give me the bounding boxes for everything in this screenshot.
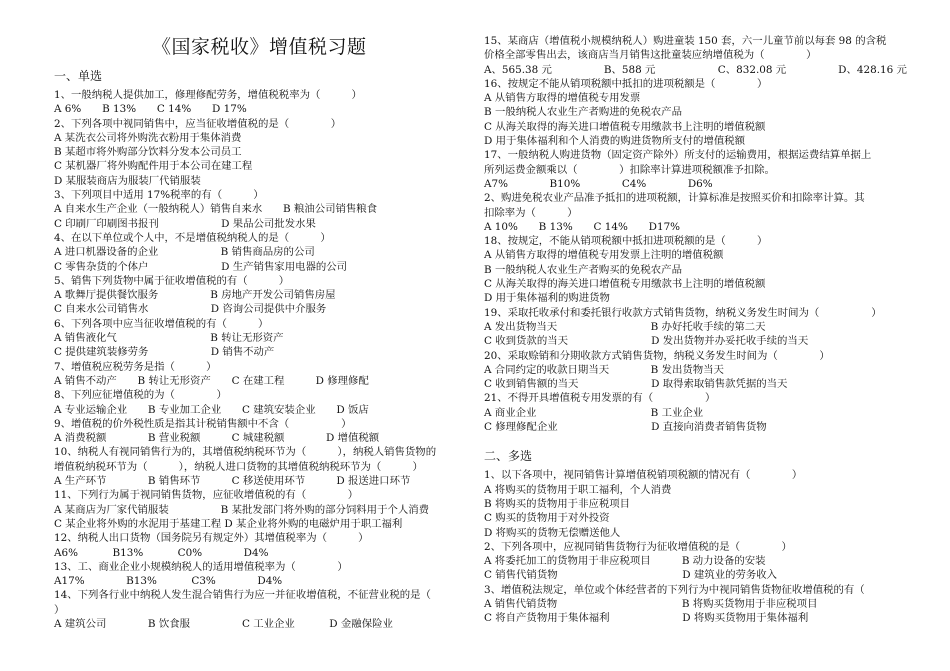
- left-column: [54, 34, 474, 631]
- text-line: 18、按规定，不能从销项税额中抵扣进项税额的是（ ）: [484, 235, 768, 248]
- text-line: 21、不得开具增值税专用发票的有（ ）: [484, 392, 716, 405]
- text-line: A6% B13% C0% D4%: [54, 546, 269, 559]
- text-line: A 将购买的货物用于职工福利，个人消费: [484, 483, 672, 496]
- text-line: A 从销售方取得的增值税专用发票: [484, 92, 641, 105]
- text-line: A 销售液化气 B 转让无形资产: [54, 332, 284, 345]
- section-heading-multiple-choice: 二、多选: [484, 449, 533, 464]
- text-line: 扣除率为（ ）: [484, 206, 578, 219]
- text-line: 3、增值税法规定，单位或个体经营者的下列行为中视同销售货物征收增值税的有（: [484, 583, 865, 596]
- text-line: 增值税纳税环节为（ ），纳税人进口货物的其增值税纳税环节为（ ）: [54, 460, 423, 473]
- document-title: 《国家税收》增值税习题: [152, 36, 367, 58]
- text-line: 10、纳税人有视同销售行为的，其增值税纳税环节为（ ），纳税人销售货物的: [54, 446, 437, 459]
- text-line: A 某商店为厂家代销服装 B 某批发部门将外购的部分饲料用于个人消费: [54, 503, 430, 516]
- right-question-list-multiple: [484, 468, 904, 625]
- text-line: D 用于集体福利的购进货物: [484, 292, 610, 305]
- text-line: C 某机器厂将外购配件用于本公司在建工程: [54, 160, 253, 173]
- text-line: A 专业运输企业 B 专业加工企业 C 建筑安装企业 D 饭店: [54, 403, 369, 416]
- text-line: A 6% B 13% C 14% D 17%: [54, 103, 247, 116]
- text-line: C 购买的货物用于对外投资: [484, 512, 610, 525]
- text-line: 4、在以下单位或个人中，不是增值税纳税人的是（ ）: [54, 231, 331, 244]
- text-line: A、565.38 元 B、588 元 C、832.08 元 D、428.16 元: [484, 63, 907, 76]
- text-line: 1、以下各项中，视同销售计算增值税销项税额的情况有（ ）: [484, 469, 803, 482]
- text-line: C 某企业将外购的水泥用于基建工程 D 某企业将外购的电磁炉用于职工福利: [54, 517, 403, 530]
- text-line: C 从海关取得的海关进口增值税专用缴款书上注明的增值税额: [484, 278, 766, 291]
- text-line: 6、下列各项中应当征收增值税的有（ ）: [54, 317, 269, 330]
- text-line: 5、销售下列货物中属于征收增值税的有（ ）: [54, 274, 290, 287]
- text-line: ）: [54, 603, 65, 616]
- text-line: 15、某商店（增值税小规模纳税人）购进童装 150 套，六一儿童节前以每套 98 的含税: [484, 35, 887, 47]
- text-line: C 收到销售额的当天 D 取得索取销售款凭据的当天: [484, 378, 788, 391]
- text-line: 20、采取赊销和分期收款方式销售货物，纳税义务发生时间为（ ）: [484, 349, 830, 362]
- text-line: D 用于集体福利和个人消费的购进货物所支付的增值税额: [484, 135, 746, 148]
- text-line: 9、增值税的价外税性质是指其计税销售额中不含（ ）: [54, 417, 352, 430]
- text-line: A17% B13% C3% D4%: [54, 575, 283, 588]
- text-line: A 歌舞厅提供餐饮服务 B 房地产开发公司销售房屋: [54, 289, 336, 302]
- text-line: C 提供建筑装修劳务 D 销售不动产: [54, 346, 275, 359]
- text-line: A 合同约定的收款日期当天 B 发出货物当天: [484, 363, 724, 376]
- text-line: B 一般纳税人农业生产者购进的免税农产品: [484, 106, 682, 119]
- text-line: C 零售杂货的个体户 D 生产销售家用电器的公司: [54, 260, 348, 273]
- right-column: [484, 34, 907, 626]
- text-line: A 生产环节 B 销售环节 C 移送使用环节 D 报送进口环节: [54, 475, 411, 488]
- text-line: 8、下列应征增值税的为（ ）: [54, 389, 227, 402]
- text-line: 7、增值税应税劳务是指（ ）: [54, 360, 217, 373]
- text-line: C 修理修配企业 D 直接向消费者销售货物: [484, 421, 767, 434]
- text-line: 1、一般纳税人提供加工，修理修配劳务，增值税税率为（ ）: [54, 89, 362, 101]
- text-line: A 将委托加工的货物用于非应税项目 B 动力设备的安装: [484, 555, 766, 568]
- text-line: 所列运费金额乘以（ ）扣除率计算进项税额准予扣除。: [484, 163, 775, 176]
- text-line: C 从海关取得的海关进口增值税专用缴款书上注明的增值税额: [484, 120, 766, 133]
- text-line: C 销售代销货物 D 建筑业的劳务收入: [484, 569, 778, 582]
- text-line: C 将自产货物用于集体福利 D 将购买货物用于集体福利: [484, 612, 809, 625]
- text-line: 14、下列各行业中纳税人发生混合销售行为应一并征收增值税，不征营业税的是（: [54, 589, 431, 602]
- text-line: A 从销售方取得的增值税专用发票上注明的增值税额: [484, 249, 724, 262]
- text-line: A 销售代销货物 B 将购买货物用于非应税项目: [484, 597, 818, 610]
- text-line: 17、一般纳税人购进货物（固定资产除外）所支付的运输费用，根据运费结算单据上: [484, 149, 872, 162]
- text-line: C 收到货款的当天 D 发出货物并办妥托收手续的当天: [484, 335, 809, 348]
- text-line: 11、下列行为属于视同销售货物，应征收增值税的有（ ）: [54, 489, 359, 502]
- text-line: A 建筑公司 B 饮食服 C 工业企业 D 金融保险业: [54, 617, 393, 630]
- text-line: 13、工、商业企业小规模纳税人的适用增值税率为（ ）: [54, 560, 348, 573]
- text-line: 价格全部零售出去，该商店当月销售这批童装应纳增值税为（ ）: [484, 49, 817, 62]
- text-line: A 发出货物当天 B 办好托收手续的第二天: [484, 320, 766, 333]
- text-line: D 将购买的货物无偿赠送他人: [484, 526, 621, 539]
- text-line: 2、购进免税农业产品准予抵扣的进项税额，计算标准是按照买价和扣除率计算。其: [484, 192, 865, 205]
- text-line: A 某洗衣公司将外购洗衣粉用于集体消费: [54, 131, 242, 144]
- text-line: 3、下列项目中适用 17%税率的有（ ）: [54, 189, 264, 202]
- text-line: D 某服装商店为服装厂代销服装: [54, 174, 201, 187]
- text-line: A 消费税额 B 营业税额 C 城建税额 D 增值税额: [54, 432, 380, 445]
- section-heading-single-choice: 一、单选: [54, 69, 103, 83]
- text-line: 19、采取托收承付和委托银行收款方式销售货物，纳税义务发生时间为（ ）: [484, 306, 882, 319]
- text-line: A 进口机器设备的企业 B 销售商品房的公司: [54, 246, 315, 259]
- text-line: A 自来水生产企业（一般纳税人）销售自来水 B 粮油公司销售粮食: [54, 203, 378, 216]
- text-line: C 自来水公司销售水 D 咨询公司提供中介服务: [54, 303, 327, 316]
- right-question-list-single: [484, 34, 907, 434]
- text-line: B 某超市将外购部分饮料分发本公司员工: [54, 146, 242, 159]
- text-line: 16、按规定不能从销项税额中抵扣的进项税额是（ ）: [484, 77, 768, 90]
- text-line: A 商业企业 B 工业企业: [484, 406, 704, 419]
- text-line: 2、下列各项中，应视同销售货物行为征收增值税的是（ ）: [484, 540, 792, 553]
- text-line: B 将购买的货物用于非应税项目: [484, 497, 631, 510]
- text-line: 2、下列各项中视同销售中，应当征收增值税的是（ ）: [54, 117, 342, 130]
- text-line: A 10% B 13% C 14% D17%: [484, 220, 681, 233]
- text-line: A 销售不动产 B 转让无形资产 C 在建工程 D 修理修配: [54, 374, 369, 387]
- left-question-list: [54, 88, 474, 631]
- text-line: B 一般纳税人农业生产者购买的免税农产品: [484, 263, 682, 276]
- text-line: 12、纳税人出口货物（国务院另有规定外）其增值税率为（ ）: [54, 532, 369, 545]
- text-line: C 印刷厂印刷图书报刊 D 果品公司批发水果: [54, 217, 316, 230]
- section-spacer: [484, 434, 904, 446]
- text-line: A7% B10% C4% D6%: [484, 177, 713, 190]
